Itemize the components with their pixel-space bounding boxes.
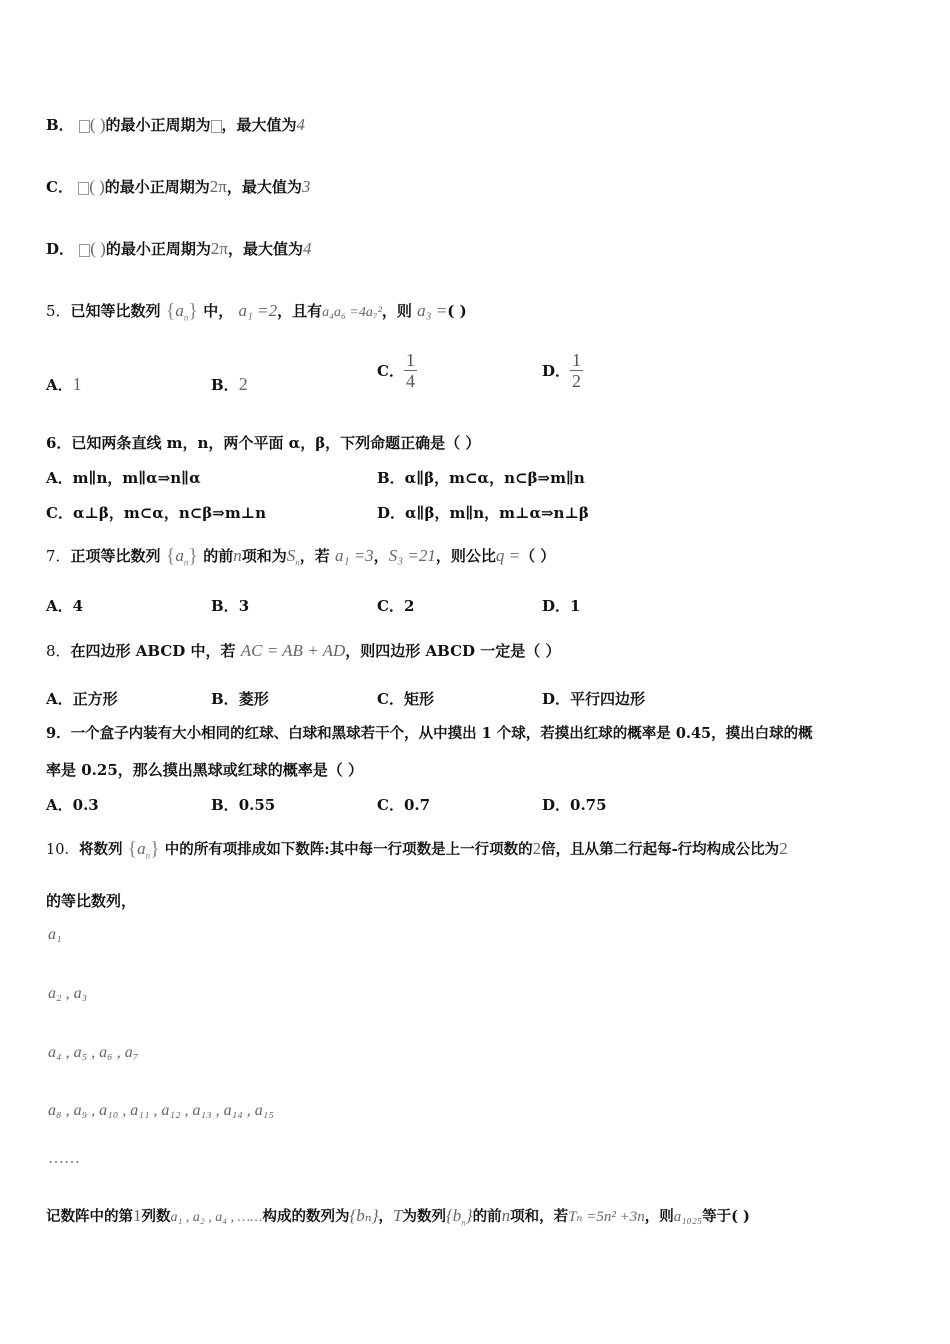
q9-option-b[interactable] — [211, 794, 275, 815]
max-value: 4 — [302, 239, 312, 258]
term-a1025: a₁₀₂₅ — [673, 1209, 703, 1225]
stem-text: ，且有 — [277, 302, 323, 320]
option-value: 2 — [238, 374, 248, 394]
q9-option-c[interactable] — [377, 794, 430, 815]
option-value: 3 — [238, 597, 250, 615]
q6-option-d[interactable]: D．α∥β，m∥n，m⊥α⇒n⊥β — [377, 504, 589, 522]
seq-braces-close: } — [150, 838, 160, 860]
condition-product: a₄a₆ =4a₇² — [322, 305, 382, 320]
sum-formula: Tₙ =5n² +3n — [568, 1209, 645, 1225]
option-label: B． — [211, 796, 239, 814]
period-placeholder — [211, 120, 222, 133]
option-text: 的最小正周期为 — [105, 116, 211, 134]
q8-option-c[interactable] — [377, 688, 434, 709]
q8-option-d[interactable] — [542, 688, 645, 709]
var-sn: $S_n$ — [286, 546, 300, 568]
seq-bn-2: $\{b_n\}$ — [445, 1206, 473, 1228]
option-label: A． — [46, 597, 73, 615]
q9-option-d[interactable] — [542, 794, 607, 815]
option-value: 0.3 — [72, 796, 99, 814]
q8-option-b[interactable] — [211, 688, 269, 709]
q5-option-b[interactable] — [211, 374, 248, 395]
option-label: B． — [211, 376, 239, 394]
number-two: 2 — [779, 839, 788, 858]
option-value: 1 — [570, 597, 581, 615]
stem-text: 在四边形 ABCD 中，若 — [70, 642, 236, 660]
option-value: 2 — [403, 597, 415, 615]
period-value: 2π — [209, 177, 227, 196]
column-terms: a₁ , a₂ , a₄ , …… — [170, 1210, 263, 1225]
stem-text: ，则 — [381, 302, 412, 320]
stem-text: 已知等比数列 — [70, 302, 161, 320]
var-n: n — [233, 546, 242, 565]
stem-text: 的前 — [203, 547, 234, 565]
matrix-row-1: a₁ — [48, 926, 62, 943]
condition-a1: a₁ =2 — [238, 301, 278, 320]
option-label: C． — [377, 597, 404, 615]
question-number: 8． — [46, 642, 71, 660]
stem-text: 中的所有项排成如下数阵:其中每一行项数是上一行项数的 — [164, 841, 533, 858]
seq-braces: { — [127, 838, 138, 860]
seq-a: $a_n$ — [175, 301, 189, 323]
option-label: A． — [46, 690, 73, 708]
stem-text: ( ) — [447, 302, 467, 320]
option-value: 0.55 — [238, 796, 276, 814]
seq-bn: {bₙ} — [349, 1206, 379, 1225]
q8-stem — [46, 640, 560, 661]
option-label: C． — [377, 690, 404, 708]
max-value: 4 — [296, 115, 306, 134]
question-number: 10． — [46, 842, 79, 858]
option-value: 1 — [72, 374, 82, 394]
seq-braces-close: } — [188, 300, 199, 322]
option-label: C． — [377, 362, 404, 380]
stem-text: ，则公比 — [435, 547, 496, 565]
question-number: 7． — [46, 547, 71, 565]
q6-option-c[interactable]: C．α⊥β，m⊂α，n⊂β⇒m⊥n — [46, 504, 267, 522]
option-value: 平行四边形 — [570, 690, 646, 708]
q10-stem-last — [46, 1205, 750, 1227]
option-value: 0.7 — [403, 796, 431, 814]
option-label: D． — [542, 597, 571, 615]
stem-text: 项和，若 — [510, 1208, 569, 1225]
function-formula: ( ) — [79, 115, 106, 134]
stem-text: 中， — [203, 302, 234, 320]
number-two: 2 — [532, 839, 542, 858]
seq-a: $a_n$ — [137, 839, 151, 861]
stem-text: ，则 — [644, 1208, 674, 1225]
stem-text: 倍，且从第二行起每-行均构成公比为 — [541, 841, 780, 858]
option-value: 0.75 — [570, 796, 607, 814]
question-number: 5． — [46, 302, 71, 320]
stem-text: ，则四边形 ABCD 一定是（ ） — [345, 642, 561, 660]
var-t: T — [393, 1206, 403, 1225]
stem-text: （ ） — [520, 547, 556, 565]
option-label: D． — [542, 796, 571, 814]
option-text: 的最小正周期为 — [105, 240, 211, 258]
matrix-row-ellipsis: …… — [48, 1150, 80, 1167]
q7-option-c[interactable] — [377, 595, 414, 616]
q4-option-d[interactable] — [46, 238, 311, 259]
seq-a: $a_n$ — [175, 546, 189, 568]
option-value: 4 — [72, 597, 84, 615]
option-label: B． — [211, 597, 239, 615]
q6-stem: 6．已知两条直线 m，n，两个平面 α，β，下列命题正确是（ ） — [46, 434, 481, 452]
option-value: 矩形 — [403, 690, 434, 708]
q6-option-b[interactable]: B．α∥β，m⊂α，n⊂β⇒m∥n — [377, 469, 585, 487]
option-text: ，最大值为 — [227, 240, 303, 258]
option-label: D． — [46, 240, 75, 258]
option-label: D． — [542, 690, 571, 708]
q5-option-a[interactable] — [46, 374, 82, 395]
option-text: ，最大值为 — [221, 116, 297, 134]
stem-text: 列数 — [141, 1208, 171, 1225]
q7-option-a[interactable] — [46, 595, 83, 616]
option-label: C． — [377, 796, 404, 814]
max-value: 3 — [301, 177, 311, 196]
q4-option-c[interactable] — [46, 176, 310, 197]
matrix-row-4: a₈ , a₉ , a₁₀ , a₁₁ , a₁₂ , a₁₃ , a₁₄ , a₁₅ — [48, 1102, 274, 1119]
option-text: ，最大值为 — [226, 178, 302, 196]
option-label: B． — [211, 690, 239, 708]
stem-text: 正项等比数列 — [70, 547, 161, 565]
q10-stem-line1 — [46, 838, 788, 861]
stem-text: 等于( ) — [702, 1208, 750, 1225]
q7-stem: 7．正项等比数列 $\{a_n\}$ 的前n项和为$S_n$，若 a₁ =3，S₃ =21，则公比q =（ ） — [46, 545, 556, 568]
stem-text: ， — [378, 1208, 393, 1225]
q10-stem-line2: 的等比数列， — [46, 892, 137, 910]
option-value: 菱形 — [238, 690, 269, 708]
q8-option-a[interactable] — [46, 688, 118, 709]
stem-text: 为数列 — [402, 1208, 446, 1225]
seq-braces-close: } — [188, 545, 199, 567]
option-text: 的最小正周期为 — [104, 178, 210, 196]
var-n: n — [501, 1206, 511, 1225]
period-value: 2π — [210, 239, 228, 258]
fraction: $\frac{1}{2}$ — [572, 350, 582, 391]
fraction: $\frac{1}{4}$ — [405, 350, 415, 391]
option-label: A． — [46, 376, 73, 394]
option-label: C． — [46, 178, 73, 196]
matrix-row-3: a₄ , a₅ , a₆ , a₇ — [48, 1044, 139, 1061]
q7-option-b[interactable] — [211, 595, 249, 616]
q5-option-d[interactable] — [542, 350, 583, 391]
number-one: 1 — [133, 1206, 142, 1225]
condition-s3: S₃ =21 — [388, 546, 436, 565]
stem-text: 记数阵中的第 — [46, 1208, 133, 1225]
var-q: q = — [495, 546, 521, 565]
q5-option-c[interactable] — [377, 350, 417, 391]
q9-stem-line1: 9．一个盒子内装有大小相同的红球、白球和黑球若干个，从中摸出 1 个球，若摸出红球的概率是 0.45，摸出白球的概 — [46, 725, 813, 742]
q9-option-a[interactable] — [46, 794, 99, 815]
stem-text: ，若 — [299, 547, 330, 565]
option-label: D． — [542, 362, 571, 380]
function-formula: ( ) — [79, 239, 106, 258]
q5-stem — [46, 300, 467, 323]
seq-braces: { — [165, 545, 176, 567]
option-value: 正方形 — [72, 690, 118, 708]
stem-text: 的前 — [472, 1208, 502, 1225]
matrix-row-2: a₂ , a₃ — [48, 985, 88, 1002]
stem-text: 项和为 — [241, 547, 287, 565]
q4-option-b[interactable] — [46, 114, 305, 135]
ask-a3: a₃ = — [417, 301, 448, 320]
q6-option-a[interactable]: A．m∥n，m∥α⇒n∥α — [46, 469, 201, 487]
function-formula: ( ) — [78, 177, 105, 196]
stem-text: 构成的数列为 — [262, 1208, 350, 1225]
seq-braces: { — [165, 300, 176, 322]
vector-expression: AC = AB + AD — [240, 641, 346, 660]
q9-stem-line2: 率是 0.25，那么摸出黑球或红球的概率是（ ） — [46, 761, 363, 779]
option-label: B． — [46, 116, 74, 134]
q7-option-d[interactable] — [542, 595, 580, 616]
stem-text: 将数列 — [78, 841, 123, 858]
condition-a1: a₁ =3 — [335, 546, 374, 565]
option-label: A． — [46, 796, 73, 814]
